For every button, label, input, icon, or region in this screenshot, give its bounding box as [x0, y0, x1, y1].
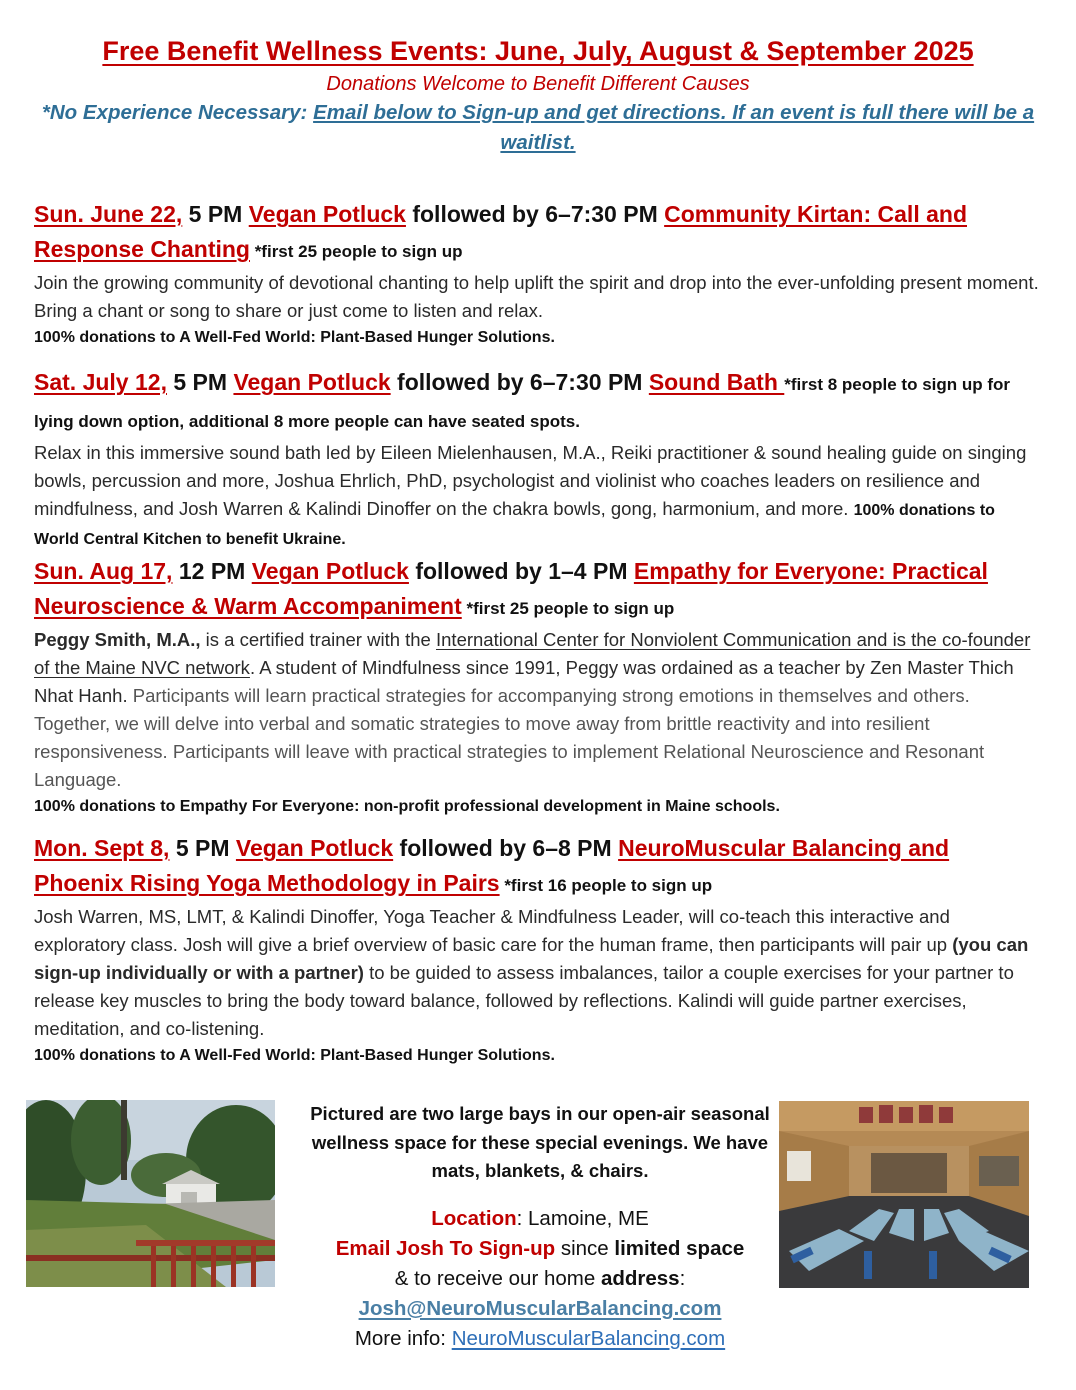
event-heading: [34, 831, 1044, 903]
event-potluck: Vegan Potluck: [248, 201, 406, 227]
location-value: : Lamoine, ME: [516, 1206, 649, 1230]
event-heading: [34, 365, 1044, 439]
signup-note: [38, 98, 1038, 158]
no-experience-text: *No Experience Necessary:: [41, 101, 314, 124]
signup-directions-link[interactable]: Email below to Sign-up and get directions. If an event is full there will be a waitlist.: [313, 101, 1035, 154]
email-line: [280, 1294, 800, 1324]
event-name: Sound Bath: [648, 369, 785, 395]
event-potluck-time: 12 PM: [172, 558, 252, 584]
more-info-line: [280, 1324, 800, 1354]
event-sept-8: [34, 831, 1044, 1069]
footer-info: [280, 1100, 800, 1354]
event-heading: [34, 197, 1044, 269]
event-name: Community Kirtan: Call and Response Chanting: [34, 201, 967, 262]
event-description-text: Participants will learn practical strategies for accompanying strong emotions in themselves and others. Together, we will delve into verbal and somatic strategies to move away from brittle reactivity and into resilient responsiveness. Participants will leave with practical strategies to implement Relational Neuroscience and Resonant Language.: [34, 685, 985, 790]
event-potluck: Vegan Potluck: [233, 369, 391, 395]
event-donation: 100% donations to World Central Kitchen to benefit Ukraine.: [34, 502, 995, 548]
more-info-label: More info:: [354, 1326, 452, 1350]
event-donation: 100% donations to A Well-Fed World: Plant-Based Hunger Solutions.: [34, 329, 555, 346]
event-date: Mon. Sept 8,: [34, 835, 170, 861]
outdoor-photo: [26, 1100, 275, 1287]
address-word: address: [600, 1266, 680, 1290]
indoor-photo-image: [779, 1101, 1029, 1288]
email-link[interactable]: Josh@NeuroMuscularBalancing.com: [358, 1296, 722, 1320]
event-potluck-time: 5 PM: [182, 201, 249, 227]
event-date: Sat. July 12,: [34, 369, 167, 395]
event-description: Relax in this immersive sound bath led by Eileen Mielenhausen, M.A., Reiki practitioner & sound healing guide on singing bowls, percussion and more, Joshua Ehrlich, PhD, psychologist and violinist who coaches leaders on resilience and mindfulness, and Josh Warren & Kalindi Dinoffer on the chakra bowls, gong, harmonium, and more.: [34, 442, 1027, 519]
event-potluck: Vegan Potluck: [235, 835, 394, 861]
event-signup-limit: *first 25 people to sign up: [249, 242, 463, 261]
receive-text: & to receive our home: [394, 1266, 601, 1290]
event-date: Sun. Aug 17,: [34, 558, 173, 584]
event-description-text: Josh Warren, MS, LMT, & Kalindi Dinoffer, Yoga Teacher & Mindfulness Leader, will co-teach this interactive and exploratory class. Josh will give a brief overview of basic care for the human frame, then participants will pair up: [34, 906, 953, 955]
event-june-22: [34, 197, 1044, 351]
event-description-text: to be guided to assess imbalances, tailor a couple exercises for your partner to release key muscles to bring the body toward balance, followed by reflections. Kalindi will guide partner exercises, meditation, and co-listening.: [34, 962, 1014, 1039]
event-followed-by: followed by 6–7:30 PM: [390, 369, 649, 395]
event-july-12: [34, 365, 1044, 553]
partner-note: (you can sign-up individually or with a partner): [34, 934, 1029, 983]
signup-line: [280, 1234, 800, 1264]
event-signup-limit: *first 16 people to sign up: [499, 876, 713, 895]
cnvc-link[interactable]: International Center for Nonviolent Communication and is the co-founder of the Maine NVC network: [34, 629, 1031, 678]
event-followed-by: followed by 6–8 PM: [393, 835, 619, 861]
event-description-text: . A student of Mindfulness since 1991, Peggy was ordained as a teacher by Zen Master Thich Nhat Hanh.: [34, 657, 1014, 706]
outdoor-photo-image: [26, 1100, 275, 1287]
contact-block: [280, 1204, 800, 1354]
event-description: [34, 903, 1044, 1043]
event-date: Sun. June 22,: [34, 201, 183, 227]
colon-text: :: [679, 1266, 686, 1290]
event-description-wrap: [34, 439, 1044, 553]
event-donation: 100% donations to Empathy For Everyone: non-profit professional development in Maine schools.: [34, 798, 780, 815]
event-signup-limit: *first 25 people to sign up: [461, 599, 675, 618]
event-name: NeuroMuscular Balancing and Phoenix Rising Yoga Methodology in Pairs: [34, 835, 950, 896]
event-description-text: is a certified trainer with the: [200, 629, 436, 650]
event-description: Join the growing community of devotional chanting to help uplift the spirit and drop into the ever-unfolding present moment. Bring a chant or song to share or just come to listen and relax.: [34, 272, 1039, 321]
event-heading: [34, 554, 1044, 626]
since-text: since: [555, 1236, 615, 1260]
event-signup-limit: *first 8 people to sign up for lying down option, additional 8 more people can have seated spots.: [34, 375, 1011, 431]
event-followed-by: followed by 6–7:30 PM: [405, 201, 665, 227]
event-potluck-time: 5 PM: [166, 369, 234, 395]
event-aug-17: [34, 554, 1044, 820]
event-description: [34, 626, 1044, 794]
event-potluck-time: 5 PM: [169, 835, 236, 861]
event-followed-by: followed by 1–4 PM: [408, 558, 634, 584]
location-line: [280, 1204, 800, 1234]
event-name: Empathy for Everyone: Practical Neuroscience & Warm Accompaniment: [34, 558, 988, 619]
location-label: Location: [431, 1206, 517, 1230]
email-josh-label: Email Josh To Sign-up: [335, 1236, 556, 1260]
website-link[interactable]: NeuroMuscularBalancing.com: [451, 1326, 726, 1350]
page-subtitle: Donations Welcome to Benefit Different Causes: [326, 73, 750, 95]
header: [0, 34, 1076, 158]
page-title: Free Benefit Wellness Events: June, July, August & September 2025: [102, 36, 974, 66]
pictured-description: Pictured are two large bays in our open-air seasonal wellness space for these special evenings. We have mats, blankets, & chairs.: [310, 1103, 770, 1181]
limited-space: limited space: [614, 1236, 745, 1260]
presenter-name: Peggy Smith, M.A.,: [34, 629, 201, 650]
event-donation: 100% donations to A Well-Fed World: Plant-Based Hunger Solutions.: [34, 1047, 555, 1064]
address-line: [280, 1264, 800, 1294]
event-potluck: Vegan Potluck: [251, 558, 409, 584]
indoor-photo: [779, 1101, 1029, 1288]
